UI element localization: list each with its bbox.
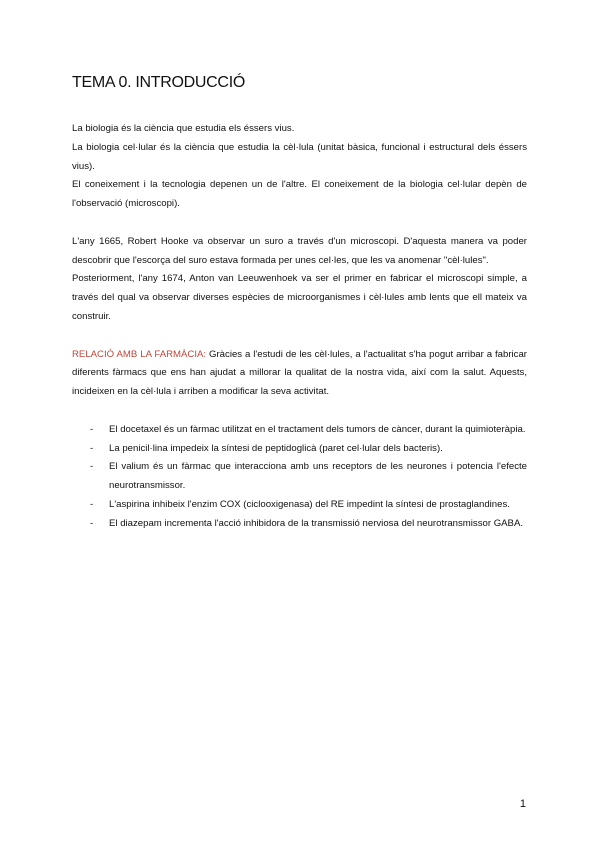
pharmacy-paragraph bbox=[72, 346, 527, 402]
bullet-marker: - bbox=[90, 423, 94, 435]
intro-paragraph: La biologia cel·lular és la ciència que estudia la cèl·lula (unitat bàsica, funcional i estructural dels éssers vius). bbox=[72, 141, 527, 172]
list-item bbox=[72, 421, 527, 440]
list-item bbox=[72, 440, 527, 459]
list-item-text: La penicil·lina impedeix la síntesi de peptidoglicà (paret cel·lular dels bacteris). bbox=[109, 442, 443, 454]
list-item bbox=[72, 496, 527, 515]
bullet-marker: - bbox=[90, 498, 94, 510]
pharmacy-heading: RELACIÓ AMB LA FARMÀCIA: bbox=[72, 348, 207, 360]
history-paragraph: Posteriorment, l'any 1674, Anton van Leeuwenhoek va ser el primer en fabricar el microscopi simple, a través del qual va observar diverses espècies de microorganismes i cèl·lules amb lents que ell mateix va construir. bbox=[72, 273, 527, 322]
list-item bbox=[72, 458, 527, 496]
list-item-text: El docetaxel és un fàrmac utilitzat en el tractament dels tumors de càncer, durant la quimioteràpia. bbox=[109, 423, 526, 435]
list-item-text: L'aspirina inhibeix l'enzim COX (ciclooxigenasa) del RE impedint la síntesi de prostaglandines. bbox=[109, 498, 510, 510]
pharmacy-text: Gràcies a l'estudi de les cèl·lules, a l'actualitat s'ha pogut arribar a fabricar diferents fàrmacs que ens han ajudat a millorar la qualitat de la nostra vida, així com la salut. Aquests, incideixen en la cèl·lula i arriben a modificar la seva activitat. bbox=[72, 348, 527, 398]
page-number: 1 bbox=[519, 798, 526, 810]
page-title: TEMA 0. INTRODUCCIÓ bbox=[72, 74, 245, 91]
history-paragraph: L'any 1665, Robert Hooke va observar un suro a través d'un microscopi. D'aquesta manera va poder descobrir que l'escorça del suro estava formada per unes cel·les, que les va anomenar "cèl·lules". bbox=[72, 235, 527, 266]
bullet-marker: - bbox=[90, 517, 94, 529]
intro-paragraph: El coneixement i la tecnologia depenen un de l'altre. El coneixement de la biologia cel·lular depèn de l'observació (microscopi). bbox=[72, 179, 527, 210]
intro-paragraph: La biologia és la ciència que estudia els éssers vius. bbox=[72, 123, 295, 134]
document-body bbox=[72, 120, 527, 534]
list-item bbox=[72, 515, 527, 534]
list-item-text: El diazepam incrementa l'acció inhibidora de la transmissió nerviosa del neurotransmissor GABA. bbox=[109, 517, 524, 529]
paragraph-spacer bbox=[72, 402, 527, 421]
paragraph-spacer bbox=[72, 327, 527, 346]
drug-list bbox=[72, 421, 527, 534]
bullet-marker: - bbox=[90, 442, 94, 454]
bullet-marker: - bbox=[90, 461, 94, 473]
paragraph-spacer bbox=[72, 214, 527, 233]
list-item-text: El valium és un fàrmac que interacciona amb uns receptors de les neurones i potencia l'efecte neurotransmissor. bbox=[109, 461, 527, 492]
